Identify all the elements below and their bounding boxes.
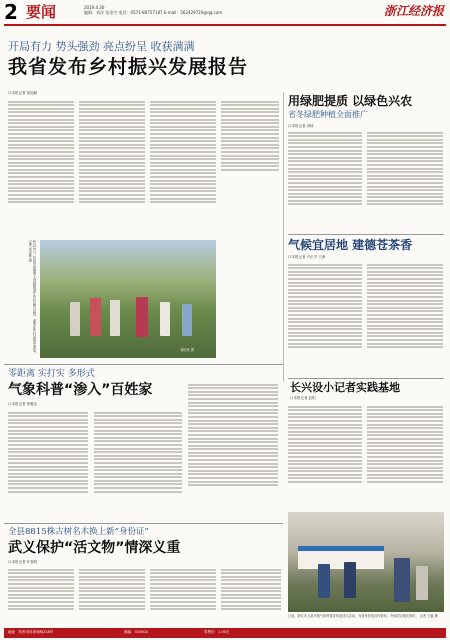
masthead-meta — [84, 5, 222, 15]
photo-person — [90, 298, 101, 336]
green-body-column-1 — [288, 130, 362, 230]
bottom-kicker: 全县8815株古树名木换上新“身份证” — [8, 527, 149, 537]
weather-headline: 气候宜居地 建德苍茶香 — [288, 238, 413, 252]
photo1-credit: 刘世林 摄 — [180, 348, 194, 352]
section-divider — [4, 523, 283, 524]
weather-body-column-1 — [288, 262, 362, 374]
photo-person — [394, 558, 410, 602]
masthead-date: 2019.4.30 — [84, 5, 105, 10]
lead-body-column-1 — [8, 99, 74, 237]
masthead-editor: 编辑：刘洋 张金宇 — [84, 10, 118, 15]
green-body-column-2 — [367, 130, 443, 230]
journalist-body-column-1 — [288, 404, 362, 508]
masthead-email: E-mail：562429720@qq.com — [163, 10, 223, 15]
digital-headline: 气象科普“渗入”百姓家 — [8, 382, 153, 398]
photo-person — [70, 302, 80, 336]
digital-byline: 口本报记者 蔡雅洁 — [8, 402, 38, 406]
footer-bar — [4, 628, 446, 638]
bottom-headline: 武义保护“活文物”情深义重 — [8, 540, 181, 556]
green-subhead: 省冬绿肥种植全面推广 — [288, 110, 368, 119]
footer-postcode: 邮编：310004 — [124, 630, 148, 634]
photo-person — [318, 564, 330, 598]
green-byline: 口本报记者 刘杨 — [288, 124, 314, 128]
bottom-body-column-3 — [150, 567, 216, 625]
photo-person — [182, 304, 192, 336]
journalist-body-column-2 — [367, 404, 443, 508]
section-title: 要闻 — [26, 3, 57, 21]
journalist-byline: 口本报记者 赵阳 — [290, 396, 316, 400]
photo-person — [416, 566, 428, 600]
digital-kicker: 零距离 实打实 多形式 — [8, 369, 95, 379]
section-divider — [288, 234, 444, 235]
digital-body-column-1 — [8, 410, 88, 520]
photo-person — [136, 297, 148, 337]
photo2-caption — [288, 614, 444, 628]
bottom-body-column-1 — [8, 567, 74, 625]
photo2-credit: 记者 王毅 摄 — [419, 614, 438, 618]
journalist-headline: 长兴设小记者实践基地 — [290, 381, 400, 394]
lead-byline: 口本报记者 倪旭颖 — [8, 91, 38, 95]
lead-body-column-3 — [150, 99, 216, 237]
footer-address: 地址：杭州市体育场路218号 — [8, 630, 54, 634]
lead-body-column-2 — [79, 99, 145, 237]
masthead-rule — [4, 24, 446, 26]
column-divider — [283, 92, 284, 382]
lead-body-column-4 — [221, 99, 279, 237]
weather-outreach-photo — [288, 512, 444, 612]
masthead-phone: 电话：0571-86757187 — [118, 10, 163, 15]
section-divider — [288, 378, 444, 379]
digital-body-column-3 — [188, 382, 278, 520]
newspaper-brand-logo: 浙江经济报 — [383, 4, 444, 18]
photo2-caption-text: 日前，浙江庆元县开展气象科普宣传进社区活动，为居民发放宣传资料，介绍防灾减灾知识。 — [288, 614, 419, 618]
photo1-caption: 4月27日，杭州市建德市大同镇的浙江乡村振兴学院，游客在乡村田园中游览。记者 刘世林 摄 — [27, 240, 36, 356]
weather-byline: 口本报记者 卢正平 王涛 — [288, 255, 326, 259]
section-divider — [4, 364, 283, 365]
photo-canopy-tent — [298, 546, 384, 569]
lead-headline: 我省发布乡村振兴发展报告 — [8, 56, 249, 78]
page-number: 2 — [4, 2, 22, 22]
bottom-byline: 口本报记者 叶智明 — [8, 560, 38, 564]
photo-person — [344, 562, 356, 598]
weather-body-column-2 — [367, 262, 443, 374]
rural-tourism-photo — [40, 240, 216, 358]
footer-price: 零售价：1.00元 — [204, 630, 230, 634]
lead-kicker: 开局有力 势头强劲 亮点纷呈 收获满满 — [8, 40, 195, 53]
green-kicker: 用绿肥提质 以绿色兴农 — [288, 94, 413, 108]
photo-person — [160, 302, 170, 336]
digital-body-column-2 — [94, 410, 182, 520]
bottom-body-column-2 — [79, 567, 145, 625]
photo-person — [110, 300, 120, 336]
bottom-body-column-4 — [221, 567, 281, 625]
